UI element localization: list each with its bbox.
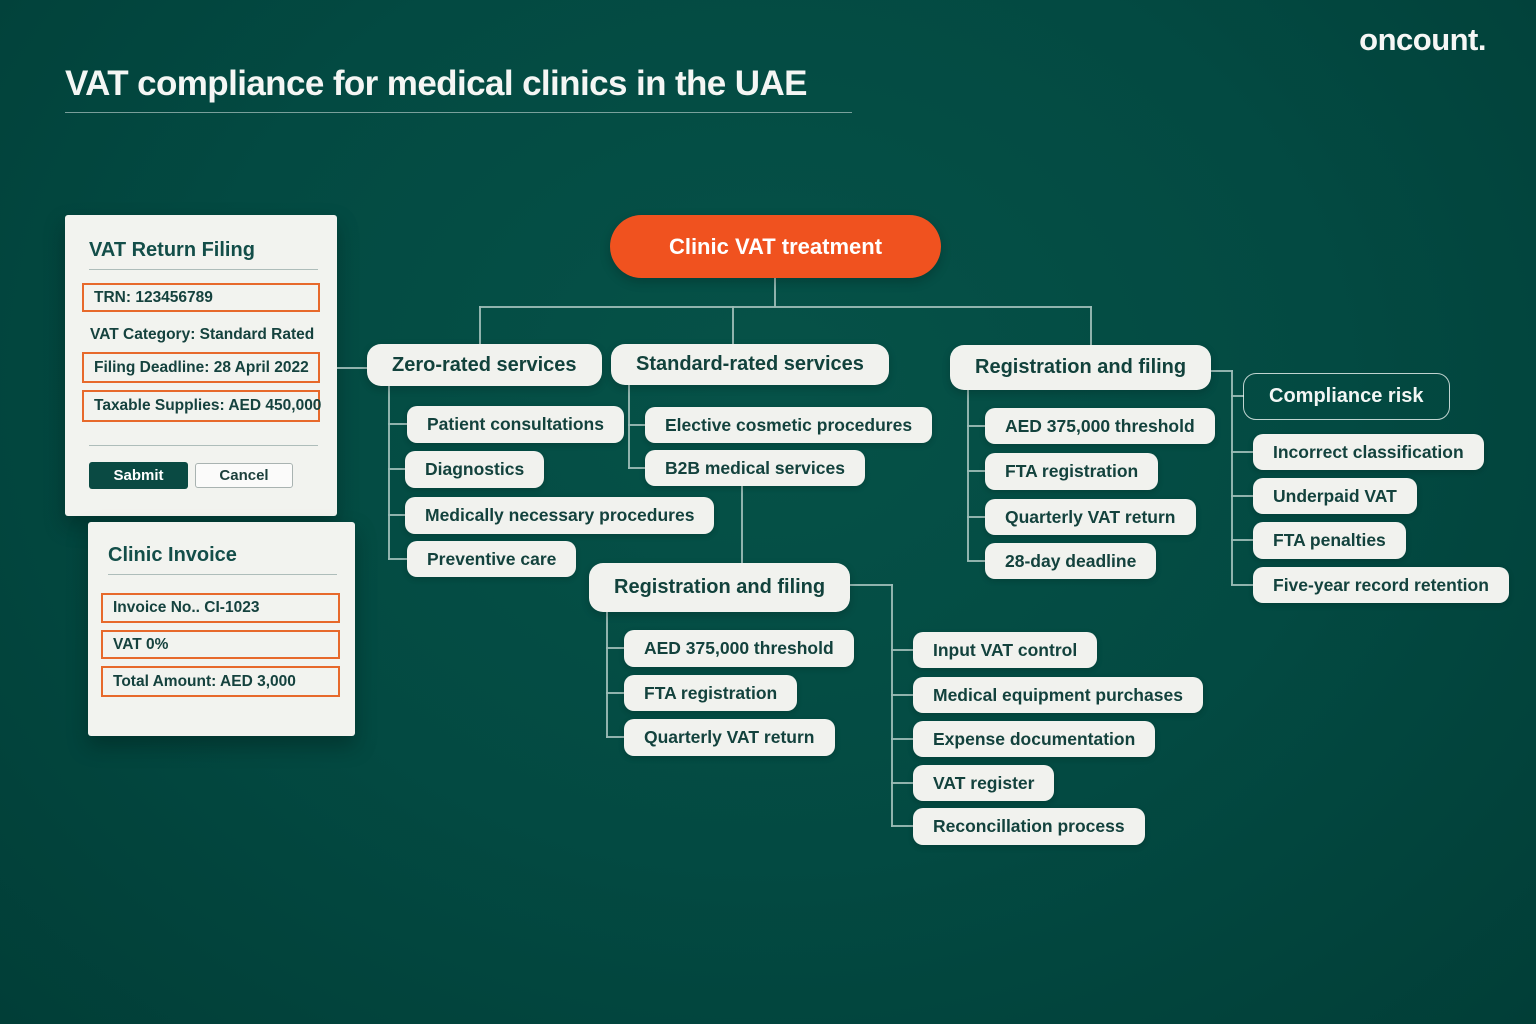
connector-line — [967, 516, 986, 518]
connector-line — [388, 468, 406, 470]
leaf-underpaid-vat: Underpaid VAT — [1253, 478, 1417, 514]
connector-line — [967, 560, 986, 562]
connector-line — [388, 423, 408, 425]
invoice-number-field[interactable]: Invoice No.. CI-1023 — [101, 593, 340, 623]
connector-line — [774, 278, 776, 307]
connector-line — [388, 514, 406, 516]
leaf-aed-375000-threshold-right: AED 375,000 threshold — [985, 408, 1215, 444]
node-compliance-risk: Compliance risk — [1243, 373, 1450, 420]
connector-line — [1231, 495, 1254, 497]
vat-rate-field[interactable]: VAT 0% — [101, 630, 340, 659]
connector-line — [1231, 451, 1254, 453]
card-divider — [108, 574, 337, 575]
leaf-aed-375000-threshold: AED 375,000 threshold — [624, 630, 854, 667]
connector-line — [606, 647, 625, 649]
title-underline — [65, 112, 852, 113]
total-amount-field[interactable]: Total Amount: AED 3,000 — [101, 666, 340, 697]
connector-line — [388, 558, 408, 560]
leaf-fta-penalties: FTA penalties — [1253, 522, 1406, 559]
trn-field[interactable]: TRN: 123456789 — [82, 283, 320, 312]
leaf-28-day-deadline: 28-day deadline — [985, 543, 1156, 579]
submit-button[interactable]: Sabmit — [89, 462, 188, 489]
connector-line — [891, 782, 914, 784]
connector-line — [891, 584, 893, 827]
connector-line — [1231, 584, 1254, 586]
connector-line — [741, 486, 743, 563]
connector-line — [1231, 539, 1254, 541]
connector-line — [732, 306, 734, 345]
connector-line — [628, 467, 646, 469]
connector-line — [967, 425, 986, 427]
node-registration-and-filing-center: Registration and filing — [589, 563, 850, 612]
leaf-vat-register: VAT register — [913, 765, 1054, 801]
connector-line — [479, 306, 481, 345]
clinic-invoice-card — [88, 522, 355, 736]
connector-line — [967, 470, 986, 472]
node-registration-and-filing-right: Registration and filing — [950, 345, 1211, 390]
leaf-medically-necessary-procedures: Medically necessary procedures — [405, 497, 714, 534]
root-node-clinic-vat-treatment: Clinic VAT treatment — [610, 215, 941, 278]
connector-line — [479, 306, 1092, 308]
connector-line — [891, 694, 914, 696]
connector-line — [967, 390, 969, 561]
cancel-button[interactable]: Cancel — [195, 463, 293, 488]
connector-line — [846, 584, 893, 586]
connector-line — [606, 692, 625, 694]
connector-line — [891, 825, 914, 827]
leaf-expense-documentation: Expense documentation — [913, 721, 1155, 757]
filing-deadline-field[interactable]: Filing Deadline: 28 April 2022 — [82, 352, 320, 383]
page-title: VAT compliance for medical clinics in the UAE — [65, 64, 807, 103]
brand-logo: oncount. — [1359, 22, 1486, 57]
leaf-quarterly-vat-return-right: Quarterly VAT return — [985, 499, 1196, 535]
leaf-reconcillation-process: Reconcillation process — [913, 808, 1145, 845]
vat-return-filing-card — [65, 215, 337, 516]
leaf-preventive-care: Preventive care — [407, 541, 576, 577]
node-zero-rated-services: Zero-rated services — [367, 344, 602, 386]
leaf-five-year-record-retention: Five-year record retention — [1253, 567, 1509, 603]
leaf-patient-consultations: Patient consultations — [407, 406, 624, 443]
leaf-medical-equipment-purchases: Medical equipment purchases — [913, 677, 1203, 713]
vat-category-text: VAT Category: Standard Rated — [90, 326, 315, 343]
vat-return-card-title: VAT Return Filing — [89, 239, 255, 261]
connector-line — [337, 367, 368, 369]
leaf-b2b-medical-services: B2B medical services — [645, 450, 865, 486]
connector-line — [1231, 370, 1233, 585]
connector-line — [628, 424, 646, 426]
connector-line — [1090, 306, 1092, 345]
leaf-elective-cosmetic-procedures: Elective cosmetic procedures — [645, 407, 932, 443]
leaf-input-vat-control: Input VAT control — [913, 632, 1097, 668]
connector-line — [891, 649, 914, 651]
leaf-fta-registration: FTA registration — [624, 675, 797, 711]
connector-line — [628, 385, 630, 469]
connector-line — [606, 736, 625, 738]
card-divider — [89, 445, 318, 446]
invoice-card-title: Clinic Invoice — [108, 544, 237, 566]
connector-line — [606, 612, 608, 738]
leaf-quarterly-vat-return: Quarterly VAT return — [624, 719, 835, 756]
leaf-diagnostics: Diagnostics — [405, 451, 544, 488]
connector-line — [388, 386, 390, 560]
taxable-supplies-field[interactable]: Taxable Supplies: AED 450,000 — [82, 390, 320, 422]
card-divider — [89, 269, 318, 270]
leaf-incorrect-classification: Incorrect classification — [1253, 434, 1484, 470]
node-standard-rated-services: Standard-rated services — [611, 344, 889, 385]
leaf-fta-registration-right: FTA registration — [985, 453, 1158, 490]
connector-line — [891, 738, 914, 740]
